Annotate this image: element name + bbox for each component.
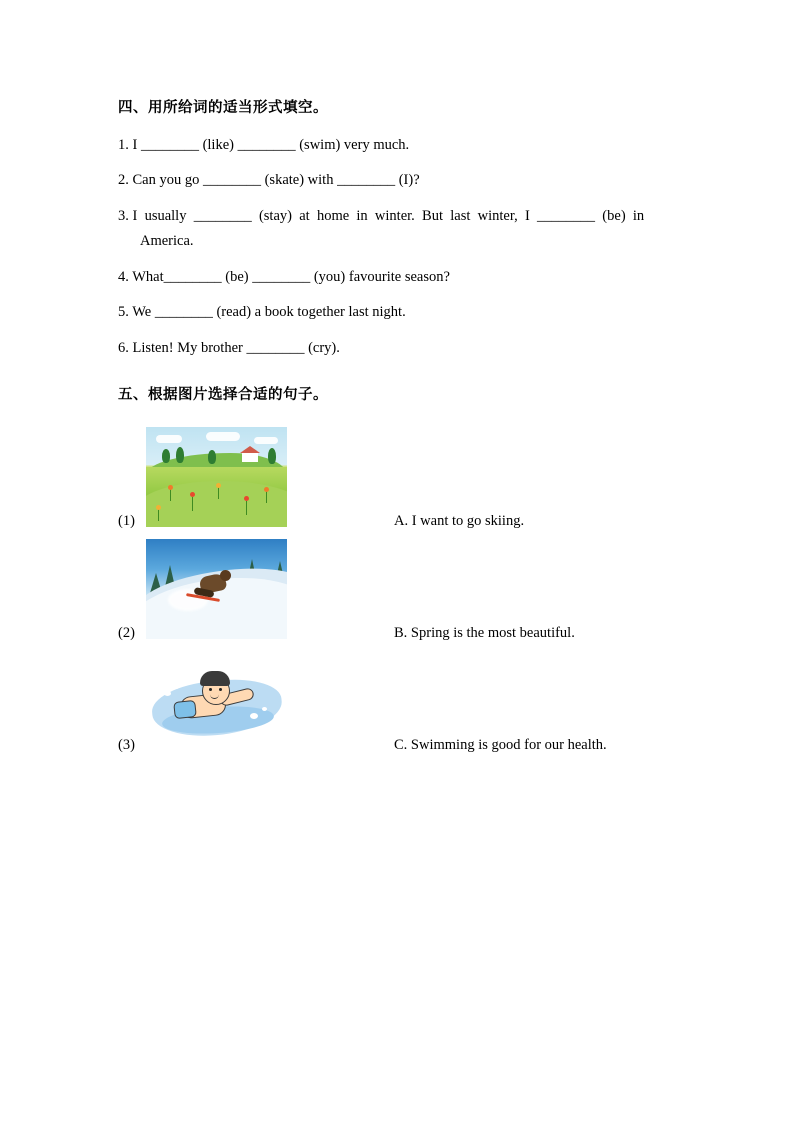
matching-row-3 [118, 651, 698, 763]
section-4-heading: 四、用所给词的适当形式填空。 [118, 100, 328, 116]
question-4-6: 6. Listen! My brother ________ (cry). [118, 339, 340, 356]
matching-label-2: (2) [118, 624, 135, 641]
worksheet-content [118, 98, 698, 763]
matching-label-3: (3) [118, 736, 135, 753]
matching-choice-b[interactable]: B. Spring is the most beautiful. [394, 624, 575, 641]
matching-label-1: (1) [118, 512, 135, 529]
matching-row-1 [118, 427, 698, 539]
question-4-3-continuation: America. [140, 233, 194, 250]
matching-choice-a[interactable]: A. I want to go skiing. [394, 512, 525, 529]
spring-meadow-picture [146, 427, 287, 527]
matching-choice-c[interactable]: C. Swimming is good for our health. [394, 736, 607, 753]
question-4-4: 4. What________ (be) ________ (you) favourite season? [118, 268, 450, 285]
matching-exercise [118, 427, 698, 763]
skier-picture [146, 539, 287, 639]
matching-row-2 [118, 539, 698, 651]
section-5-heading: 五、根据图片选择合适的句子。 [118, 387, 328, 404]
swimming-boy-picture [146, 651, 287, 751]
question-4-2: 2. Can you go ________ (skate) with ________ (I)? [118, 172, 420, 189]
question-4-5: 5. We ________ (read) a book together last night. [118, 304, 406, 321]
question-4-3: 3. I usually ________ (stay) at home in winter. But last winter, I ________ (be) in [118, 207, 645, 224]
question-4-1: 1. I ________ (like) ________ (swim) very much. [118, 136, 410, 153]
